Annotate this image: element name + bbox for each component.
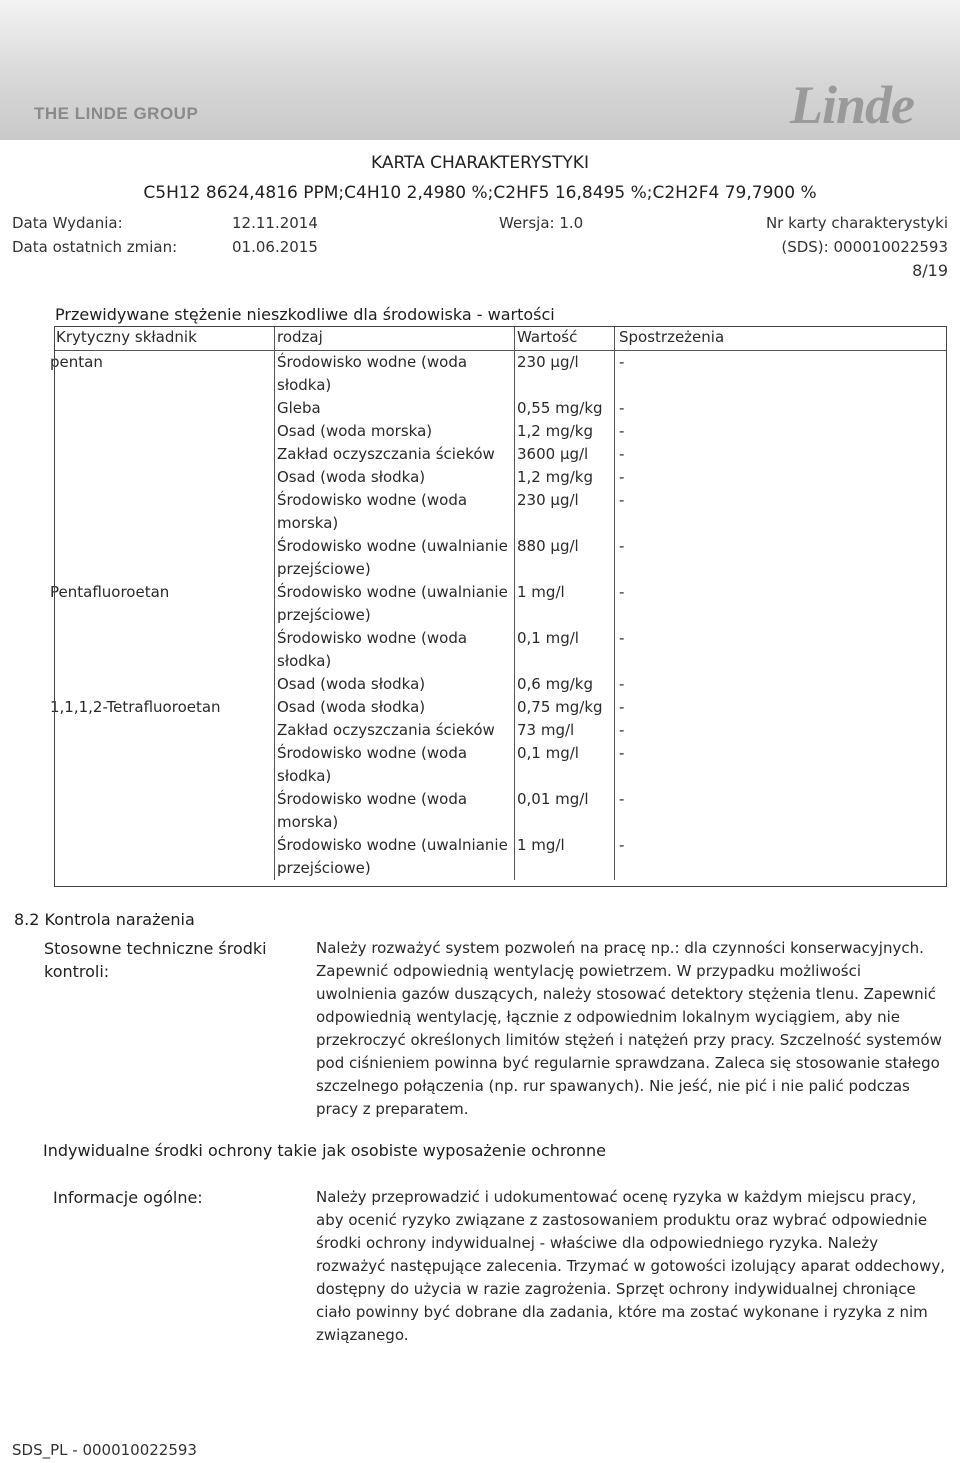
table-row [54, 673, 946, 696]
table-row [54, 466, 946, 489]
value-cell: 0,75 mg/kg [515, 696, 615, 719]
remark-cell: - [615, 719, 947, 742]
engineering-controls-text: Należy rozważyć system pozwoleń na pracę np.: dla czynności konserwacyjnych. Zapewnić odpowiednią wentylację powietrzem. W przypadku możliwości uwolnienia gazów duszących, należy stosować detektory stężenia tlenu. Zapewnić odpowiednią wentylację, łącznie z odpowiednim lokalnym wyciągiem, aby nie przekroczyć określonych limitów stężeń i natężeń przy pracy. Szczelność systemów pod ciśnieniem powinna być regularnie sprawdzana. Zaleca się stosowanie stałego szczelnego połączenia (np. rur spawanych). Nie jeść, nie pić i nie palić podczas pracy z preparatem. [316, 939, 942, 1118]
remark-cell: - [615, 673, 947, 696]
table-row [54, 834, 946, 880]
remark-cell: - [615, 420, 947, 443]
page-number: 8/19 [912, 261, 948, 280]
substance-cell [48, 673, 269, 696]
issue-label: Data Wydania: [12, 214, 123, 232]
remark-cell: - [615, 627, 947, 673]
pnec-table [50, 326, 946, 880]
substance-cell [48, 719, 269, 742]
engineering-controls-label: Stosowne techniczne środki kontroli: [44, 939, 267, 981]
table-row [54, 443, 946, 466]
remark-cell: - [615, 466, 947, 489]
column-header: Spostrzeżenia [615, 326, 947, 351]
value-cell: 1,2 mg/kg [515, 420, 615, 443]
type-cell: Środowisko wodne (woda słodka) [275, 351, 515, 398]
table-row [54, 719, 946, 742]
value-cell: 1,2 mg/kg [515, 466, 615, 489]
remark-cell: - [615, 834, 947, 880]
version-label: Wersja: 1.0 [499, 214, 584, 232]
remark-cell: - [615, 351, 947, 398]
value-cell: 230 µg/l [515, 351, 615, 398]
ppe-heading: Indywidualne środki ochrony takie jak osobiste wyposażenie ochronne [43, 1141, 607, 1160]
remark-cell: - [615, 581, 947, 627]
product-name: C5H12 8624,4816 PPM;C4H10 2,4980 %;C2HF5 16,8495 %;C2H2F4 79,7900 % [143, 183, 817, 203]
type-cell: Środowisko wodne (woda słodka) [275, 742, 515, 788]
substance-cell: 1,1,1,2-Tetrafluoroetan [50, 698, 221, 716]
value-cell: 0,6 mg/kg [515, 673, 615, 696]
value-cell: 230 µg/l [515, 489, 615, 535]
type-cell: Gleba [275, 397, 515, 420]
section-heading: 8.2 Kontrola narażenia [14, 910, 195, 929]
table-row [54, 581, 946, 627]
table-row [54, 627, 946, 673]
header-banner [0, 0, 960, 140]
changes-label: Data ostatnich zmian: [12, 238, 178, 256]
substance-cell [48, 489, 269, 535]
value-cell: 1 mg/l [515, 834, 615, 880]
brand-logo: Linde [790, 75, 914, 135]
table-row [54, 742, 946, 788]
table-row [54, 420, 946, 443]
value-cell: 880 µg/l [515, 535, 615, 581]
type-cell: Środowisko wodne (woda morska) [275, 788, 515, 834]
table-row [54, 351, 946, 398]
column-header: Krytyczny składnik [56, 328, 197, 346]
table-header-row [54, 326, 946, 351]
footer-code: SDS_PL - 000010022593 [12, 1441, 197, 1459]
table-row [54, 397, 946, 420]
remark-cell: - [615, 397, 947, 420]
value-cell: 73 mg/l [515, 719, 615, 742]
issue-date: 12.11.2014 [232, 214, 318, 232]
changes-date: 01.06.2015 [232, 238, 318, 256]
company-group-name: THE LINDE GROUP [34, 104, 199, 123]
table-row [54, 788, 946, 834]
substance-cell [48, 466, 269, 489]
value-cell: 3600 µg/l [515, 443, 615, 466]
type-cell: Osad (woda słodka) [275, 466, 515, 489]
value-cell: 0,55 mg/kg [515, 397, 615, 420]
remark-cell: - [615, 443, 947, 466]
type-cell: Środowisko wodne (uwalnianie przejściowe) [275, 581, 515, 627]
type-cell: Środowisko wodne (woda słodka) [275, 627, 515, 673]
substance-cell [48, 788, 269, 834]
table-row [54, 696, 946, 719]
type-cell: Środowisko wodne (uwalnianie przejściowe) [275, 535, 515, 581]
remark-cell: - [615, 742, 947, 788]
sds-number: (SDS): 000010022593 [781, 238, 948, 256]
general-info-label: Informacje ogólne: [53, 1188, 203, 1207]
type-cell: Środowisko wodne (uwalnianie przejściowe) [275, 834, 515, 880]
table-row [54, 489, 946, 535]
type-cell: Zakład oczyszczania ścieków [275, 443, 515, 466]
table-row [54, 535, 946, 581]
document-title: KARTA CHARAKTERYSTYKI [371, 153, 589, 173]
substance-cell [48, 742, 269, 788]
type-cell: Osad (woda słodka) [275, 696, 515, 719]
column-header: rodzaj [275, 326, 515, 351]
remark-cell: - [615, 788, 947, 834]
value-cell: 0,1 mg/l [515, 627, 615, 673]
pnec-heading: Przewidywane stężenie nieszkodliwe dla środowiska - wartości [55, 305, 555, 324]
type-cell: Osad (woda słodka) [275, 673, 515, 696]
substance-cell: Pentafluoroetan [50, 583, 170, 601]
column-header: Wartość [515, 326, 615, 351]
substance-cell [48, 420, 269, 443]
substance-cell [48, 397, 269, 420]
substance-cell [48, 535, 269, 581]
type-cell: Zakład oczyszczania ścieków [275, 719, 515, 742]
substance-cell: pentan [50, 353, 103, 371]
substance-cell [48, 627, 269, 673]
value-cell: 1 mg/l [515, 581, 615, 627]
type-cell: Osad (woda morska) [275, 420, 515, 443]
remark-cell: - [615, 489, 947, 535]
type-cell: Środowisko wodne (woda morska) [275, 489, 515, 535]
general-info-text: Należy przeprowadzić i udokumentować ocenę ryzyka w każdym miejscu pracy, aby ocenić ryzyko związane z zastosowaniem produktu oraz wybrać odpowiednie środki ochrony indywidualnej - właściwe dla odpowiedniego ryzyka. Należy rozważyć następujące zalecenia. Trzymać w gotowości izolujący aparat oddechowy, dostępny do użycia w razie zagrożenia. Sprzęt ochrony indywidualnej chroniące ciało powinny być dobrane dla zadania, które ma zostać wykonane i ryzyka z nim związanego. [316, 1188, 945, 1344]
substance-cell [48, 834, 269, 880]
substance-cell [48, 443, 269, 466]
sds-label: Nr karty charakterystyki [765, 214, 948, 232]
remark-cell: - [615, 535, 947, 581]
value-cell: 0,01 mg/l [515, 788, 615, 834]
value-cell: 0,1 mg/l [515, 742, 615, 788]
remark-cell: - [615, 696, 947, 719]
